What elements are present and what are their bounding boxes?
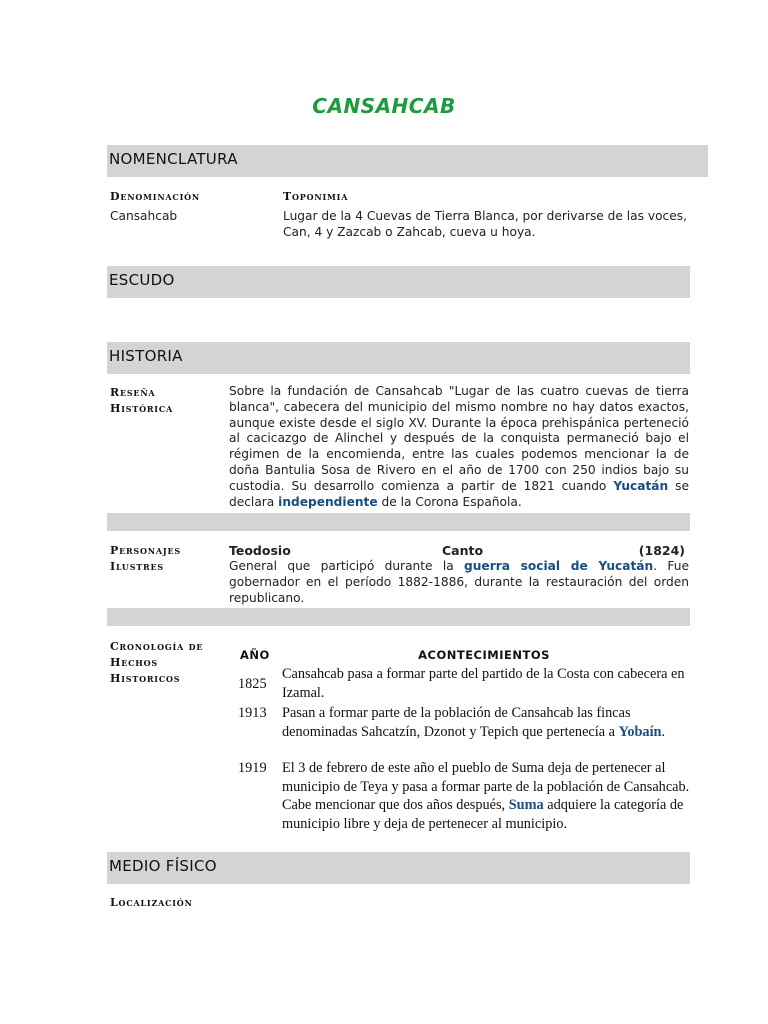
event-year-1825: 1825 <box>238 676 267 692</box>
resena-label-line-1: Reseña <box>110 386 156 399</box>
denominacion-value: Cansahcab <box>110 209 178 223</box>
column-header-events: ACONTECIMIENTOS <box>418 648 550 662</box>
personaje-last-name: Canto <box>442 543 484 558</box>
toponimia-line-1: Lugar de la 4 Cuevas de Tierra Blanca, por derivarse de las voces, <box>283 209 687 223</box>
toponimia-line-2: Can, 4 y Zazcab o Zahcab, cueva u hoya. <box>283 225 536 239</box>
resena-mid-text: se declara <box>229 478 689 509</box>
denominacion-label: Denominación <box>110 190 201 203</box>
resena-end-text: de la Corona Española. <box>377 494 522 509</box>
toponimia-label: Toponimia <box>283 190 349 203</box>
cronologia-label-line-3: Historicos <box>110 672 181 685</box>
event-year-1919: 1919 <box>238 760 267 776</box>
page-title: CANSAHCAB <box>312 94 456 118</box>
divider-band-1 <box>107 513 690 531</box>
divider-band-2 <box>107 608 690 626</box>
resena-label <box>110 385 173 417</box>
guerra-social-link[interactable]: guerra social de Yucatán <box>464 559 654 573</box>
resena-text <box>229 384 689 510</box>
event-1919-text-end: adquiere la categoría de municipio libre y deja de pertenecer al municipio. <box>282 797 684 832</box>
section-title-medio-fisico: MEDIO FÍSICO <box>109 857 217 875</box>
personajes-label-line-1: Personajes <box>110 544 181 557</box>
personaje-description <box>229 559 689 606</box>
cronologia-label-line-1: Cronología de <box>110 640 204 653</box>
event-text-1919 <box>282 759 692 833</box>
yucatan-link[interactable]: Yucatán <box>613 478 669 493</box>
section-band-escudo <box>107 266 690 298</box>
suma-link[interactable]: Suma <box>508 797 544 813</box>
section-title-historia: HISTORIA <box>109 347 183 365</box>
cronologia-label-line-2: Hechos <box>110 656 158 669</box>
section-title-nomenclatura: NOMENCLATURA <box>109 150 238 168</box>
localizacion-label: Localización <box>110 896 193 909</box>
personaje-text-start: General que participó durante la <box>229 559 465 573</box>
event-text-1913 <box>282 704 692 741</box>
personajes-label-line-2: Ilustres <box>110 560 164 573</box>
event-year-1913: 1913 <box>238 705 267 721</box>
section-band-medio-fisico <box>107 852 690 884</box>
personaje-text-end: . Fue gobernador en el período 1882-1886, durante la restauración del orden republicano. <box>229 559 689 605</box>
section-band-nomenclatura <box>107 145 708 177</box>
personajes-label <box>110 543 181 575</box>
resena-label-line-2: Histórica <box>110 402 173 415</box>
personaje-first-name: Teodosio <box>229 543 291 558</box>
event-1919-text-start: El 3 de febrero de este año el pueblo de Suma deja de pertenecer al municipio de Teya y pasa a formar parte de la población de Cansahcab. Cabe mencionar que dos años después, <box>282 760 690 813</box>
event-1913-text-end: . <box>661 723 666 740</box>
cronologia-label <box>110 639 203 687</box>
section-title-escudo: ESCUDO <box>109 271 175 289</box>
event-1913-text-start: Pasan a formar parte de la población de Cansahcab las fincas denominadas Sahcatzín, Dzonot y Tepich que pertenecía a <box>282 705 631 740</box>
resena-paragraph: Sobre la fundación de Cansahcab "Lugar de las cuatro cuevas de tierra blanca", cabecera del municipio del mismo nombre no hay datos exactos, aunque existe desde el siglo XV. Durante la época prehispánica perteneció al cacicazgo de Alinchel y después de la conquista permaneció bajo el régimen de la encomienda, entre las cuales podemos mencionar la de doña Bantulia Sosa de Rivero en el año de 1700 con 250 indios bajo su custodia. Su desarrollo comienza a partir de 1821 cuando <box>229 384 689 493</box>
column-header-year: AÑO <box>240 648 270 662</box>
event-text-1825: Cansahcab pasa a formar parte del partido de la Costa con cabecera en Izamal. <box>282 666 685 701</box>
yobain-link[interactable]: Yobaín <box>618 723 662 740</box>
personaje-year: (1824) <box>638 543 685 558</box>
independiente-link[interactable]: independiente <box>278 494 378 509</box>
section-band-historia <box>107 342 690 374</box>
